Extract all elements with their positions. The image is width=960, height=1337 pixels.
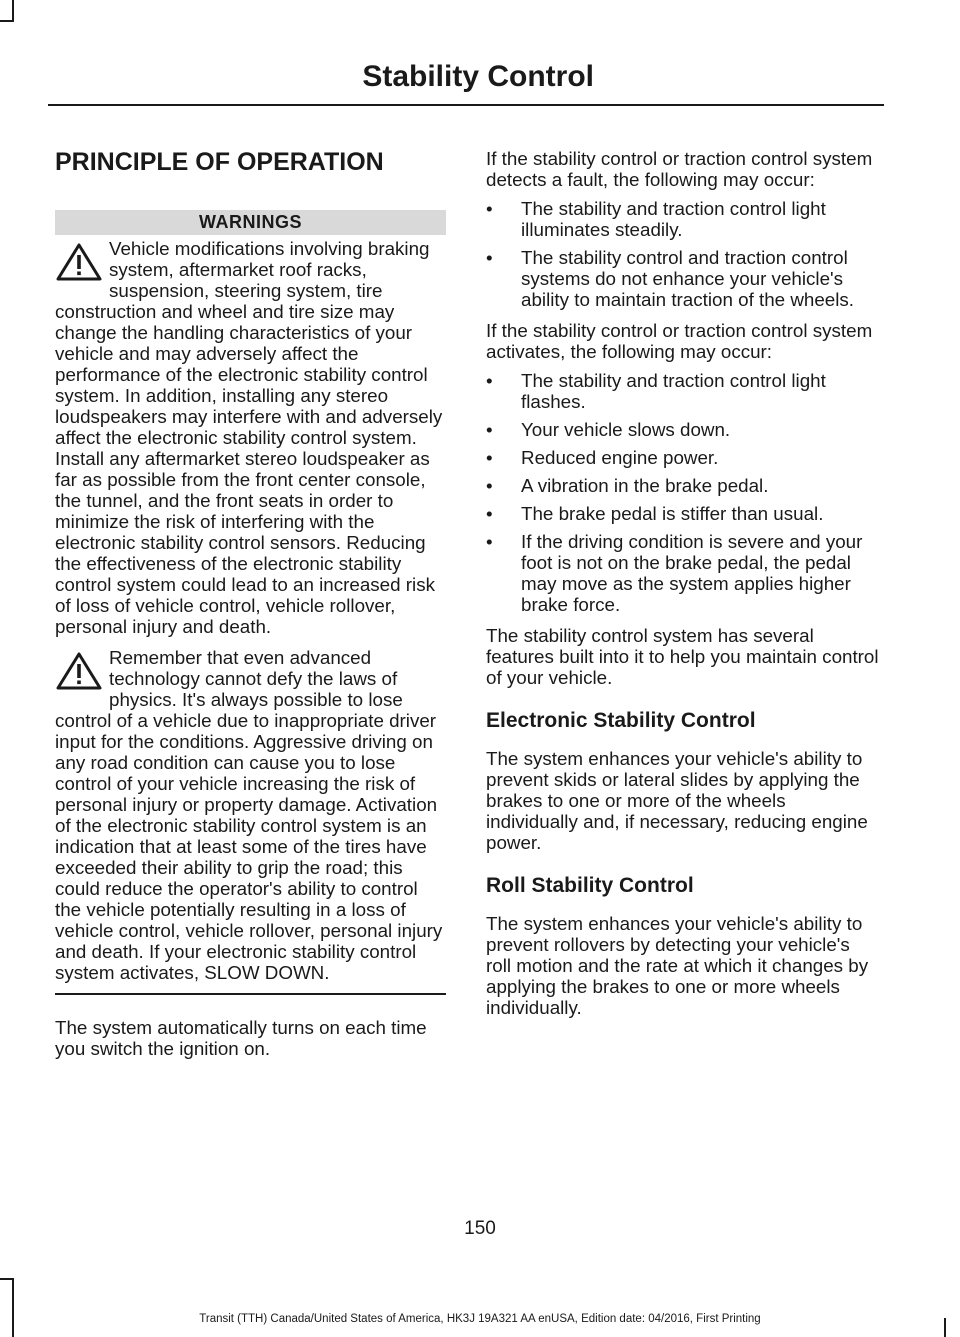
warning-triangle-icon xyxy=(55,651,103,691)
list-item: • A vibration in the brake pedal. xyxy=(486,475,769,496)
list-item: • The stability and traction control light illuminates steadily. xyxy=(486,198,826,240)
bullet-icon: • xyxy=(486,419,493,440)
crop-mark xyxy=(0,1278,14,1280)
features-paragraph: The stability control system has several features built into it to help you maintain control of your vehicle. xyxy=(486,625,879,688)
list-item: • The stability and traction control light flashes. xyxy=(486,370,826,412)
rsc-paragraph: The system enhances your vehicle's ability to prevent rollovers by detecting your vehicle's roll motion and the rate at which it changes by applying the brakes to one or more wheels individually. xyxy=(486,913,869,1018)
header-divider xyxy=(48,104,884,106)
left-column xyxy=(55,146,446,1059)
fault-intro: If the stability control or traction control system detects a fault, the following may occur: xyxy=(486,148,873,190)
warning-block xyxy=(55,647,446,983)
crop-mark xyxy=(0,20,14,22)
section-title: PRINCIPLE OF OPERATION xyxy=(55,148,384,176)
ignition-paragraph: The system automatically turns on each time you switch the ignition on. xyxy=(55,1017,427,1059)
page-header-title: Stability Control xyxy=(362,60,594,93)
list-item: • Your vehicle slows down. xyxy=(486,419,731,440)
list-item: • The brake pedal is stiffer than usual. xyxy=(486,503,824,524)
bullet-icon: • xyxy=(486,247,493,268)
edition-footer: Transit (TTH) Canada/United States of America, HK3J 19A321 AA enUSA, Edition date: 04/2016, First Printing xyxy=(199,1313,761,1325)
crop-mark xyxy=(12,0,14,22)
list-item: • The stability control and traction control systems do not enhance your vehicle's ability to maintain traction of the wheels. xyxy=(486,247,855,310)
page-number: 150 xyxy=(464,1218,496,1239)
bullet-icon: • xyxy=(486,503,493,524)
warning-triangle-icon xyxy=(55,242,103,282)
list-item: • Reduced engine power. xyxy=(486,447,719,468)
warnings-end-divider xyxy=(55,993,446,995)
crop-mark xyxy=(12,1278,14,1337)
activate-bullet-list xyxy=(486,370,879,615)
esc-heading: Electronic Stability Control xyxy=(486,709,756,732)
bullet-icon: • xyxy=(486,475,493,496)
bullet-icon: • xyxy=(486,531,493,552)
rsc-heading: Roll Stability Control xyxy=(486,874,694,897)
warning-text: Vehicle modifications involving braking system, aftermarket roof racks, suspension, steering system, tire construction and wheel and tire size may change the handling characteristics of your vehicle and may adversely affect the performance of the electronic stability control system. In addition, installing any stereo loudspeakers may interfere with and adversely affect the electronic stability control system. Install any aftermarket stereo loudspeaker as far as possible from the front center console, the tunnel, and the front seats in order to minimize the risk of interfering with the electronic stability control sensors. Reducing the effectiveness of the electronic stability control system could lead to an increased risk of loss of vehicle control, vehicle rollover, personal injury and death. xyxy=(55,238,443,637)
bullet-icon: • xyxy=(486,198,493,219)
bullet-icon: • xyxy=(486,370,493,391)
activate-intro: If the stability control or traction control system activates, the following may occur: xyxy=(486,320,873,362)
warnings-banner: WARNINGS xyxy=(55,210,446,235)
bullet-icon: • xyxy=(486,447,493,468)
fault-bullet-list xyxy=(486,198,879,310)
warning-block xyxy=(55,238,446,637)
warning-text: Remember that even advanced technology cannot defy the laws of physics. It's always possible to lose control of a vehicle due to inappropriate driver input for the conditions. Aggressive driving on any road condition can cause you to lose control of your vehicle increasing the risk of personal injury or property damage. Activation of the electronic stability control system is an indication that at least some of the tires have exceeded their ability to grip the road; this could reduce the operator's ability to control the vehicle potentially resulting in a loss of vehicle control, vehicle rollover, personal injury and death. If your electronic stability control system activates, SLOW DOWN. xyxy=(55,647,443,983)
right-column xyxy=(486,146,879,1018)
list-item: • If the driving condition is severe and your foot is not on the brake pedal, the pedal may move as the system applies higher brake force. xyxy=(486,531,863,615)
esc-paragraph: The system enhances your vehicle's ability to prevent skids or lateral slides by applying the brakes to one or more of the wheels individually and, if necessary, reducing engine power. xyxy=(486,748,868,853)
